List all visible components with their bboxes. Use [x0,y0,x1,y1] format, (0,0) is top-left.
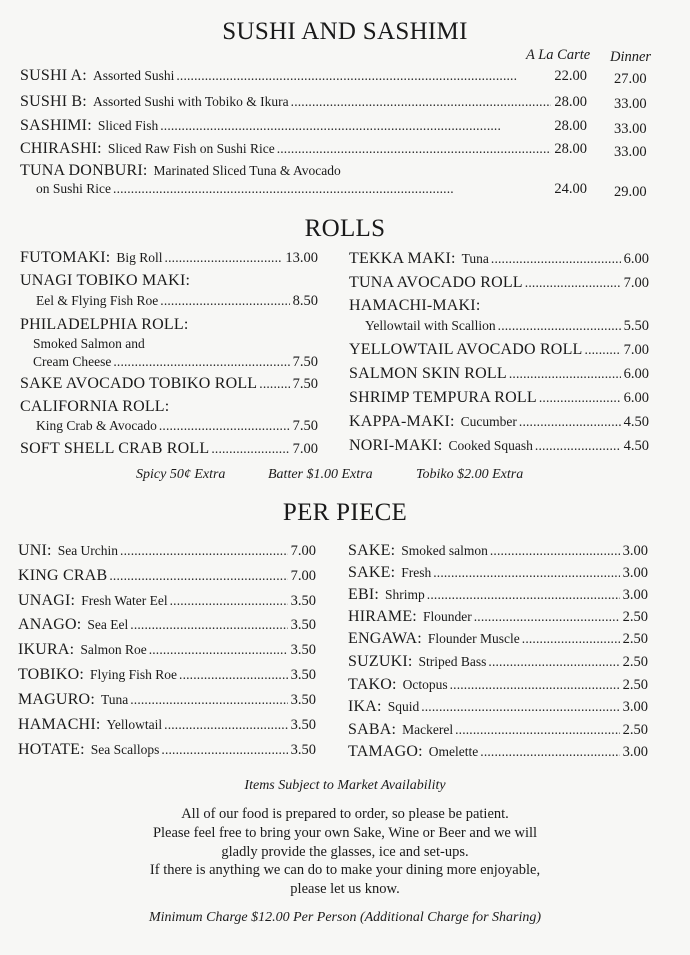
leader-dots [165,250,283,266]
menu-item-tobiko [18,666,316,684]
item-description: Smoked Salmon and [33,336,145,351]
dinner-price: 33.00 [614,96,647,112]
item-description: Marinated Sliced Tuna & Avocado [153,163,341,178]
leader-dots [179,667,288,683]
footer-line-5: please let us know. [290,881,400,897]
menu-item-hamachi-maki [349,297,649,315]
item-price: 7.50 [292,376,318,392]
item-name: HIRAME: [348,608,417,625]
leader-dots [170,593,288,609]
item-name: CALIFORNIA ROLL: [20,398,170,415]
item-price: 7.00 [292,441,318,457]
item-name: KAPPA-MAKI: [349,413,455,430]
item-price: 3.50 [290,717,316,733]
leader-dots [480,744,619,760]
item-name: YELLOWTAIL AVOCADO ROLL [349,341,583,358]
section-title-sushi: SUSHI AND SASHIMI [222,18,468,45]
leader-dots [455,722,620,738]
leader-dots [519,414,621,430]
menu-item-hamachi [18,716,316,734]
menu-item-nori-maki [349,437,649,455]
item-price: 2.50 [622,722,648,738]
leader-dots [539,390,621,406]
item-description: on Sushi Rice [36,181,112,196]
leader-dots [535,438,621,454]
menu-item-chirashi [20,140,587,158]
menu-item-ebi [348,586,648,604]
item-name: IKA: [348,698,382,715]
item-price: 28.00 [554,118,587,134]
item-price: 3.50 [290,692,316,708]
menu-item-philadelphia-roll [20,316,318,334]
menu-item-philadelphia-roll-line2 [33,336,318,352]
item-name: SOFT SHELL CRAB ROLL [20,440,210,457]
item-price: 6.00 [623,390,649,406]
item-price: 3.50 [290,742,316,758]
leader-dots [498,318,621,334]
item-name: UNAGI TOBIKO MAKI: [20,272,191,289]
menu-item-tekka-maki [349,250,649,268]
item-description: Sliced Raw Fish on Sushi Rice [107,141,275,156]
leader-dots [109,568,287,584]
leader-dots [488,654,619,670]
footer-line-4: If there is anything we can do to make your dining more enjoyable, [149,862,541,878]
item-description: Fresh Water Eel [81,593,168,608]
minimum-charge-note: Minimum Charge $12.00 Per Person (Additional Charge for Sharing) [148,910,542,925]
item-name: HAMACHI-MAKI: [349,297,481,314]
item-price: 6.00 [623,366,649,382]
item-price: 3.50 [290,617,316,633]
leader-dots [490,543,620,559]
menu-item-king-crab [18,567,316,585]
item-description: Tuna [100,692,129,707]
leader-dots [450,677,620,693]
item-description: Omelette [428,744,479,759]
leader-dots [120,543,288,559]
item-price: 28.00 [554,94,587,110]
item-description: Sea Scallops [90,742,160,757]
menu-item-unagi-tobiko-maki [20,272,318,290]
menu-item-kappa-maki [349,413,649,431]
menu-item-yellowtail-avocado-roll [349,341,649,359]
item-price: 7.00 [623,342,649,358]
footer-line-3: gladly provide the glasses, ice and set-ups. [221,844,469,860]
menu-item-tamago [348,743,648,761]
item-price: 6.00 [623,251,649,267]
menu-item-sushi-b [20,93,587,111]
footer-line-2: Please feel free to bring your own Sake, Wine or Beer and we will [152,825,538,841]
item-price: 3.50 [290,667,316,683]
item-name: SUSHI A: [20,67,87,84]
item-name: TEKKA MAKI: [349,250,456,267]
item-price: 8.50 [292,293,318,309]
item-name: FUTOMAKI: [20,249,111,266]
item-name: SABA: [348,721,397,738]
item-description: Mackerel [402,722,454,737]
item-name: SAKE: [348,564,396,581]
leader-dots [130,617,287,633]
leader-dots [491,251,621,267]
column-header-a-la-carte: A La Carte [526,47,591,63]
item-description: Salmon Roe [80,642,147,657]
item-name: TAKO: [348,676,397,693]
item-price: 2.50 [622,631,648,647]
leader-dots [433,565,619,581]
item-price: 3.00 [622,744,648,760]
leader-dots [159,418,290,434]
item-name: SHRIMP TEMPURA ROLL [349,389,537,406]
leader-dots [113,181,551,197]
item-name: UNI: [18,542,52,559]
item-name: HOTATE: [18,741,85,758]
extra-tobiko: Tobiko $2.00 Extra [416,467,524,482]
menu-item-ika [348,698,648,716]
menu-item-hirame [348,608,648,626]
item-price: 24.00 [554,181,587,197]
item-price: 7.50 [292,354,318,370]
item-description: Cooked Squash [448,438,533,453]
section-title-rolls: ROLLS [304,215,386,242]
column-header-dinner: Dinner [610,49,652,65]
item-name: UNAGI: [18,592,76,609]
item-description: Assorted Sushi [92,68,175,83]
extra-spicy: Spicy 50¢ Extra [136,467,226,482]
item-description: Squid [387,699,420,714]
leader-dots [164,717,287,733]
item-description: Sliced Fish [97,118,159,133]
item-price: 3.00 [622,543,648,559]
item-name: CHIRASHI: [20,140,102,157]
menu-item-hotate [18,741,316,759]
item-name: SASHIMI: [20,117,92,134]
item-description: Striped Bass [418,654,487,669]
item-name: SUSHI B: [20,93,87,110]
item-price: 22.00 [554,68,587,84]
leader-dots [259,376,289,392]
leader-dots [130,692,287,708]
leader-dots [277,141,552,157]
menu-item-futomaki [20,249,318,267]
item-price: 7.50 [292,418,318,434]
menu-item-anago [18,616,316,634]
menu-item-sake-fresh [348,564,648,582]
extra-batter: Batter $1.00 Extra [268,467,373,482]
menu-item-saba [348,721,648,739]
item-price: 2.50 [622,609,648,625]
item-price: 4.50 [623,438,649,454]
item-description: Smoked salmon [401,543,488,558]
item-name: HAMACHI: [18,716,101,733]
menu-item-maguro [18,691,316,709]
leader-dots [525,275,621,291]
item-name: SAKE AVOCADO TOBIKO ROLL [20,375,258,392]
menu-item-sushi-a [20,67,587,85]
menu-item-salmon-skin-roll [349,365,649,383]
leader-dots [522,631,620,647]
dinner-price: 33.00 [614,121,647,137]
item-name: TUNA DONBURI: [20,162,148,179]
item-description: Cucumber [460,414,517,429]
item-name: IKURA: [18,641,75,658]
menu-item-tuna-donburi-line2 [36,181,587,198]
item-price: 7.00 [623,275,649,291]
item-price: 3.50 [290,642,316,658]
leader-dots [160,293,289,309]
item-name: TAMAGO: [348,743,423,760]
menu-item-suzuki [348,653,648,671]
leader-dots [427,587,620,603]
leader-dots [176,68,551,84]
item-description: Yellowtail [106,717,163,732]
section-title-per-piece: PER PIECE [282,499,408,526]
menu-item-tuna-donburi [20,162,587,180]
menu-item-engawa [348,630,648,648]
leader-dots [160,118,551,134]
item-description: Eel & Flying Fish Roe [36,293,159,308]
leader-dots [113,354,289,370]
item-price: 7.00 [290,543,316,559]
item-price: 5.50 [623,318,649,334]
leader-dots [291,94,552,110]
item-name: TUNA AVOCADO ROLL [349,274,523,291]
item-price: 13.00 [285,250,318,266]
menu-item-hamachi-maki-line2 [365,318,649,335]
item-name: EBI: [348,586,380,603]
leader-dots [509,366,621,382]
item-price: 28.00 [554,141,587,157]
item-description: Fresh [401,565,432,580]
menu-item-unagi [18,592,316,610]
dinner-price: 27.00 [614,71,647,87]
item-description: King Crab & Avocado [36,418,157,433]
item-description: Sea Eel [87,617,129,632]
availability-note: Items Subject to Market Availability [244,778,446,793]
item-description: Big Roll [116,250,163,265]
dinner-price: 33.00 [614,144,647,160]
item-description: Sea Urchin [57,543,119,558]
leader-dots [211,441,289,457]
item-price: 7.00 [290,568,316,584]
item-description: Tuna [461,251,489,266]
leader-dots [474,609,620,625]
item-description: Octopus [402,677,448,692]
item-description: Flounder [422,609,472,624]
dinner-price: 29.00 [614,184,647,200]
leader-dots [161,742,287,758]
menu-item-shrimp-tempura-roll [349,389,649,407]
menu-item-philadelphia-roll-line3 [33,354,318,371]
item-description: Flying Fish Roe [90,667,178,682]
item-price: 3.00 [622,699,648,715]
item-description: Flounder Muscle [427,631,520,646]
menu-item-california-roll-line2 [36,418,318,435]
menu-item-sashimi [20,117,587,135]
menu-item-sake-smoked [348,542,648,560]
item-name: KING CRAB [18,567,108,584]
item-price: 3.00 [622,565,648,581]
menu-item-ikura [18,641,316,659]
item-price: 2.50 [622,654,648,670]
item-price: 2.50 [622,677,648,693]
item-description: Yellowtail with Scallion [365,318,496,333]
item-name: SALMON SKIN ROLL [349,365,507,382]
item-name: NORI-MAKI: [349,437,443,454]
item-description: Cream Cheese [33,354,112,369]
item-name: SUZUKI: [348,653,413,670]
item-name: SAKE: [348,542,396,559]
menu-item-uni [18,542,316,560]
item-name: ENGAWA: [348,630,422,647]
item-description: Assorted Sushi with Tobiko & Ikura [92,94,289,109]
menu-item-unagi-tobiko-maki-line2 [36,293,318,310]
item-name: TOBIKO: [18,666,84,683]
leader-dots [149,642,288,658]
item-name: ANAGO: [18,616,82,633]
menu-item-california-roll [20,398,318,416]
menu-item-tako [348,676,648,694]
item-price: 4.50 [623,414,649,430]
item-name: PHILADELPHIA ROLL: [20,316,189,333]
menu-item-tuna-avocado-roll [349,274,649,292]
menu-item-soft-shell-crab-roll [20,440,318,458]
leader-dots [421,699,619,715]
menu-item-sake-avocado-tobiko-roll [20,375,318,393]
footer-line-1: All of our food is prepared to order, so please be patient. [181,806,509,822]
leader-dots [585,342,621,358]
item-name: MAGURO: [18,691,95,708]
item-price: 3.50 [290,593,316,609]
item-price: 3.00 [622,587,648,603]
item-description: Shrimp [385,587,425,602]
